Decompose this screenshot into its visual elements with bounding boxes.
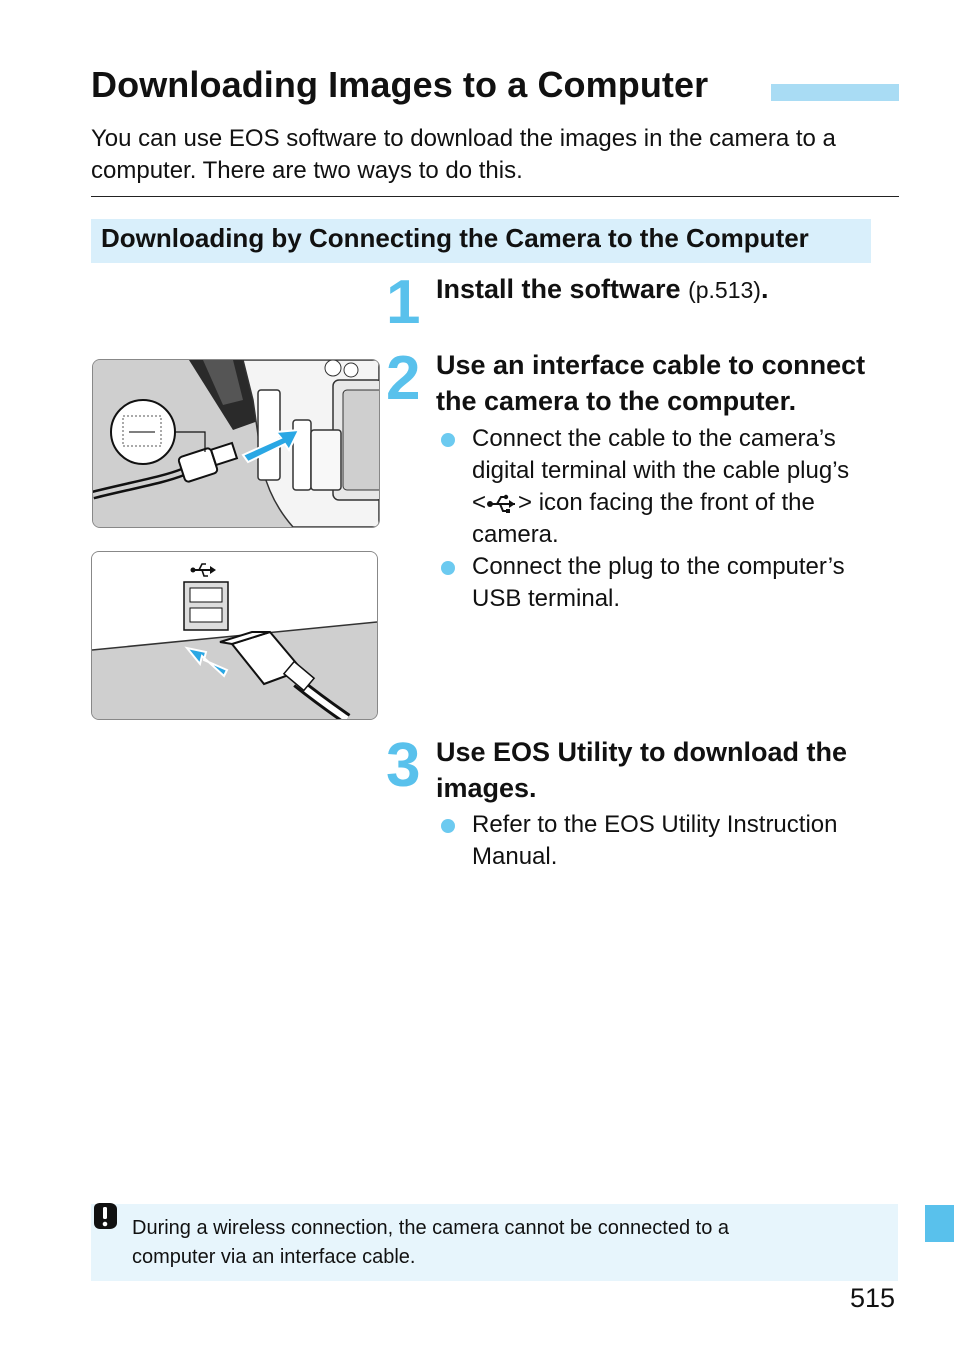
step-3-bullet-1 [436,809,896,873]
page-title: Downloading Images to a Computer [91,64,709,105]
caution-note-line2: computer via an interface cable. [132,1246,416,1268]
caution-note-line1: During a wireless connection, the camera cannot be connected to a [132,1217,730,1239]
step-1-heading-text: Install the software [436,274,681,304]
page-number: 515 [850,1283,896,1313]
bullet-dot-icon [441,819,455,833]
step-2-heading [436,347,865,419]
usb-icon [486,493,518,515]
step-3-heading-line2: images. [436,773,537,803]
step-2-heading-line1: Use an interface cable to connect [436,350,866,380]
intro-text: You can use EOS software to download the images in the camera to a computer. There are two ways to do this. [91,125,836,184]
caution-note [91,1204,898,1281]
section-heading-box [91,219,871,263]
step-3-heading [436,734,847,806]
step-number-2: 2 [386,344,421,413]
step-1-heading-suffix: . [760,274,769,304]
usb-port-illustration-drawing [92,552,377,719]
chapter-tab [925,1205,954,1242]
caution-note-text [132,1214,872,1272]
caution-icon [91,1202,119,1230]
step-2-bullet-2-line1: Connect the plug to the computer’s [472,553,845,580]
step-3-bullet-1-line2: Manual. [472,843,558,870]
step-1-heading [436,271,768,308]
computer-usb-illustration [91,551,378,720]
section-heading: Downloading by Connecting the Camera to the Computer [101,223,809,253]
step-1-page-ref: (p.513) [688,277,761,303]
step-number-1: 1 [386,268,421,337]
step-2-heading-line2: the camera to the computer. [436,386,797,416]
bullet-dot-icon [441,561,455,575]
camera-illustration-drawing [93,360,379,527]
step-2-bullet-2-line2: USB terminal. [472,585,621,612]
step-2-bullet-1-line3: < > icon facing the front of the [472,489,815,516]
camera-connection-illustration [92,359,380,528]
title-accent-bar [771,84,899,101]
step-2-bullet-2 [436,551,896,615]
bullet-dot-icon [441,433,455,447]
step-3-heading-line1: Use EOS Utility to download the [436,737,848,767]
step-2-bullet-1-line4: camera. [472,521,559,548]
step-2-bullet-1-line1: Connect the cable to the camera’s [472,425,836,452]
divider [91,196,899,197]
step-2-bullet-1-line2: digital terminal with the cable plug’s [472,457,850,484]
step-2-bullet-1 [436,423,896,551]
step-number-3: 3 [386,731,421,800]
step-3-bullet-1-line1: Refer to the EOS Utility Instruction [472,811,838,838]
